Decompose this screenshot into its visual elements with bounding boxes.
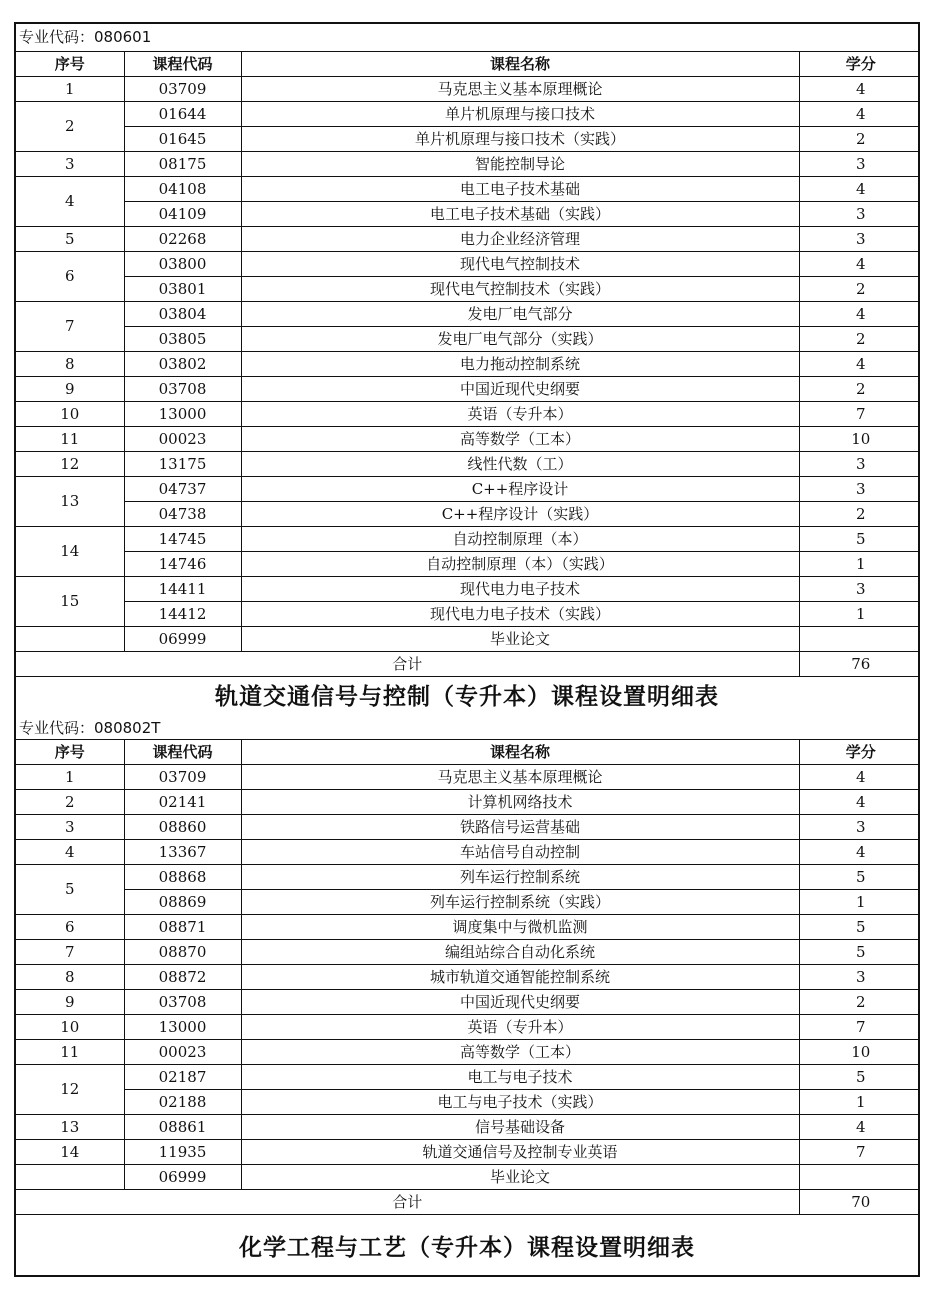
course-name: 中国近现代史纲要 (241, 990, 799, 1015)
course-name: 现代电气控制技术 (241, 252, 799, 277)
course-code: 03802 (124, 352, 241, 377)
row-number: 6 (16, 252, 124, 302)
course-credit: 4 (799, 77, 920, 102)
course-credit: 4 (799, 790, 920, 815)
total-credit: 70 (799, 1190, 920, 1215)
course-code: 02187 (124, 1065, 241, 1090)
row-number: 12 (16, 452, 124, 477)
row-number: 5 (16, 865, 124, 915)
row-number: 6 (16, 915, 124, 940)
table-row (16, 327, 920, 352)
course-credit: 7 (799, 402, 920, 427)
header-credit: 学分 (799, 740, 920, 765)
course-code: 02188 (124, 1090, 241, 1115)
table-row (16, 840, 920, 865)
table-row (16, 915, 920, 940)
course-credit: 2 (799, 327, 920, 352)
course-code: 04737 (124, 477, 241, 502)
course-credit: 3 (799, 577, 920, 602)
course-code: 00023 (124, 427, 241, 452)
course-code: 03708 (124, 377, 241, 402)
course-name: 高等数学（工本） (241, 427, 799, 452)
table-row (16, 227, 920, 252)
course-code: 14745 (124, 527, 241, 552)
course-credit: 4 (799, 352, 920, 377)
row-number: 7 (16, 302, 124, 352)
course-code: 08861 (124, 1115, 241, 1140)
course-code: 08870 (124, 940, 241, 965)
header-name: 课程名称 (241, 740, 799, 765)
course-code: 01645 (124, 127, 241, 152)
row-number: 3 (16, 815, 124, 840)
table-row (16, 1040, 920, 1065)
course-name: 马克思主义基本原理概论 (241, 77, 799, 102)
row-number: 8 (16, 965, 124, 990)
course-credit: 1 (799, 552, 920, 577)
table-row (16, 765, 920, 790)
course-code: 02268 (124, 227, 241, 252)
row-number: 13 (16, 1115, 124, 1140)
row-number: 2 (16, 790, 124, 815)
table-row (16, 1140, 920, 1165)
row-number: 12 (16, 1065, 124, 1115)
course-name: 电工电子技术基础 (241, 177, 799, 202)
course-code: 08871 (124, 915, 241, 940)
table-row (16, 502, 920, 527)
course-credit: 1 (799, 602, 920, 627)
table-row (16, 627, 920, 652)
row-number: 9 (16, 377, 124, 402)
course-credit: 5 (799, 915, 920, 940)
row-number: 14 (16, 1140, 124, 1165)
table-row (16, 127, 920, 152)
header-no: 序号 (16, 740, 124, 765)
table-row (16, 1015, 920, 1040)
course-name: 电工电子技术基础（实践） (241, 202, 799, 227)
course-credit: 4 (799, 765, 920, 790)
header-code: 课程代码 (124, 52, 241, 77)
table-row (16, 252, 920, 277)
course-credit: 4 (799, 1115, 920, 1140)
course-name: 列车运行控制系统（实践） (241, 890, 799, 915)
course-code: 13175 (124, 452, 241, 477)
course-name: 电工与电子技术 (241, 1065, 799, 1090)
row-number: 14 (16, 527, 124, 577)
course-code: 03801 (124, 277, 241, 302)
header-name: 课程名称 (241, 52, 799, 77)
course-name: 马克思主义基本原理概论 (241, 765, 799, 790)
table-row (16, 865, 920, 890)
course-credit: 3 (799, 152, 920, 177)
table-row (16, 965, 920, 990)
course-code: 08860 (124, 815, 241, 840)
course-code: 14411 (124, 577, 241, 602)
document-page (14, 22, 920, 1277)
table-row (16, 377, 920, 402)
course-name: 毕业论文 (241, 1165, 799, 1190)
row-number: 11 (16, 427, 124, 452)
course-name: 现代电力电子技术 (241, 577, 799, 602)
course-code: 13367 (124, 840, 241, 865)
course-name: 电力企业经济管理 (241, 227, 799, 252)
course-credit: 4 (799, 102, 920, 127)
table-row (16, 452, 920, 477)
course-credit: 3 (799, 227, 920, 252)
course-code: 06999 (124, 1165, 241, 1190)
course-name: 智能控制导论 (241, 152, 799, 177)
table-row (16, 527, 920, 552)
course-name: 英语（专升本） (241, 1015, 799, 1040)
course-name: 发电厂电气部分 (241, 302, 799, 327)
row-number: 13 (16, 477, 124, 527)
course-credit: 5 (799, 527, 920, 552)
course-name: 城市轨道交通智能控制系统 (241, 965, 799, 990)
course-credit: 4 (799, 302, 920, 327)
total-row (16, 1190, 920, 1215)
row-number: 10 (16, 402, 124, 427)
course-name: 电工与电子技术（实践） (241, 1090, 799, 1115)
table-row (16, 552, 920, 577)
table-row (16, 790, 920, 815)
course-code: 04109 (124, 202, 241, 227)
course-credit: 4 (799, 177, 920, 202)
total-credit: 76 (799, 652, 920, 677)
row-number: 9 (16, 990, 124, 1015)
table-row (16, 477, 920, 502)
table-row (16, 277, 920, 302)
course-code: 13000 (124, 1015, 241, 1040)
table-row (16, 77, 920, 102)
course-name: 英语（专升本） (241, 402, 799, 427)
course-code: 08869 (124, 890, 241, 915)
course-table (16, 740, 920, 1215)
table-row (16, 940, 920, 965)
course-code: 14412 (124, 602, 241, 627)
course-name: 线性代数（工） (241, 452, 799, 477)
row-number (16, 627, 124, 652)
major-code-label: 专业代码：080802T (16, 717, 918, 740)
course-name: 现代电气控制技术（实践） (241, 277, 799, 302)
course-code: 13000 (124, 402, 241, 427)
course-credit: 7 (799, 1140, 920, 1165)
table-row (16, 1065, 920, 1090)
section-title: 轨道交通信号与控制（专升本）课程设置明细表 (215, 684, 719, 710)
course-table (16, 52, 920, 677)
course-name: 现代电力电子技术（实践） (241, 602, 799, 627)
course-code: 14746 (124, 552, 241, 577)
course-name: 发电厂电气部分（实践） (241, 327, 799, 352)
table-row (16, 815, 920, 840)
row-number: 8 (16, 352, 124, 377)
course-code: 11935 (124, 1140, 241, 1165)
row-number (16, 1165, 124, 1190)
course-code: 03805 (124, 327, 241, 352)
row-number: 11 (16, 1040, 124, 1065)
row-number: 1 (16, 765, 124, 790)
course-credit: 3 (799, 202, 920, 227)
course-credit: 4 (799, 252, 920, 277)
table-header-row (16, 52, 920, 77)
course-credit: 1 (799, 890, 920, 915)
row-number: 4 (16, 177, 124, 227)
course-name: 高等数学（工本） (241, 1040, 799, 1065)
course-credit: 4 (799, 840, 920, 865)
course-name: 单片机原理与接口技术（实践） (241, 127, 799, 152)
course-credit: 5 (799, 940, 920, 965)
row-number: 1 (16, 77, 124, 102)
table-row (16, 577, 920, 602)
header-code: 课程代码 (124, 740, 241, 765)
course-name: C++程序设计（实践） (241, 502, 799, 527)
table-row (16, 352, 920, 377)
course-credit: 10 (799, 1040, 920, 1065)
course-credit (799, 1165, 920, 1190)
course-credit: 2 (799, 277, 920, 302)
row-number: 15 (16, 577, 124, 627)
row-number: 7 (16, 940, 124, 965)
course-credit: 7 (799, 1015, 920, 1040)
course-code: 03800 (124, 252, 241, 277)
course-name: C++程序设计 (241, 477, 799, 502)
course-credit: 5 (799, 865, 920, 890)
course-name: 单片机原理与接口技术 (241, 102, 799, 127)
course-code: 08872 (124, 965, 241, 990)
header-credit: 学分 (799, 52, 920, 77)
course-credit: 5 (799, 1065, 920, 1090)
course-credit: 10 (799, 427, 920, 452)
course-code: 08175 (124, 152, 241, 177)
table-row (16, 402, 920, 427)
table-row (16, 890, 920, 915)
course-code: 00023 (124, 1040, 241, 1065)
table-row (16, 302, 920, 327)
course-code: 04108 (124, 177, 241, 202)
total-label: 合计 (16, 1190, 799, 1215)
course-credit: 2 (799, 502, 920, 527)
course-credit: 3 (799, 452, 920, 477)
table-row (16, 427, 920, 452)
course-code: 03709 (124, 77, 241, 102)
table-row (16, 990, 920, 1015)
row-number: 3 (16, 152, 124, 177)
total-label: 合计 (16, 652, 799, 677)
course-name: 电力拖动控制系统 (241, 352, 799, 377)
course-name: 列车运行控制系统 (241, 865, 799, 890)
course-code: 03709 (124, 765, 241, 790)
table-row (16, 1090, 920, 1115)
total-row (16, 652, 920, 677)
course-name: 车站信号自动控制 (241, 840, 799, 865)
course-name: 铁路信号运营基础 (241, 815, 799, 840)
course-name: 轨道交通信号及控制专业英语 (241, 1140, 799, 1165)
table-row (16, 202, 920, 227)
course-code: 03804 (124, 302, 241, 327)
major-code-label: 专业代码：080601 (16, 24, 918, 52)
course-name: 调度集中与微机监测 (241, 915, 799, 940)
course-credit: 2 (799, 990, 920, 1015)
table-row (16, 1115, 920, 1140)
row-number: 5 (16, 227, 124, 252)
course-credit: 2 (799, 377, 920, 402)
table-row (16, 177, 920, 202)
course-name: 信号基础设备 (241, 1115, 799, 1140)
course-name: 自动控制原理（本） (241, 527, 799, 552)
course-code: 08868 (124, 865, 241, 890)
course-code: 02141 (124, 790, 241, 815)
next-section-title: 化学工程与工艺（专升本）课程设置明细表 (239, 1235, 695, 1261)
row-number: 10 (16, 1015, 124, 1040)
course-name: 编组站综合自动化系统 (241, 940, 799, 965)
table-row (16, 102, 920, 127)
course-code: 06999 (124, 627, 241, 652)
table-row (16, 152, 920, 177)
course-credit: 2 (799, 127, 920, 152)
course-credit: 3 (799, 965, 920, 990)
course-code: 03708 (124, 990, 241, 1015)
row-number: 4 (16, 840, 124, 865)
course-credit (799, 627, 920, 652)
header-no: 序号 (16, 52, 124, 77)
course-name: 毕业论文 (241, 627, 799, 652)
course-code: 01644 (124, 102, 241, 127)
course-name: 中国近现代史纲要 (241, 377, 799, 402)
course-credit: 3 (799, 815, 920, 840)
course-credit: 3 (799, 477, 920, 502)
table-header-row (16, 740, 920, 765)
course-code: 04738 (124, 502, 241, 527)
course-credit: 1 (799, 1090, 920, 1115)
table-row (16, 602, 920, 627)
row-number: 2 (16, 102, 124, 152)
course-name: 自动控制原理（本）（实践） (241, 552, 799, 577)
course-name: 计算机网络技术 (241, 790, 799, 815)
table-row (16, 1165, 920, 1190)
